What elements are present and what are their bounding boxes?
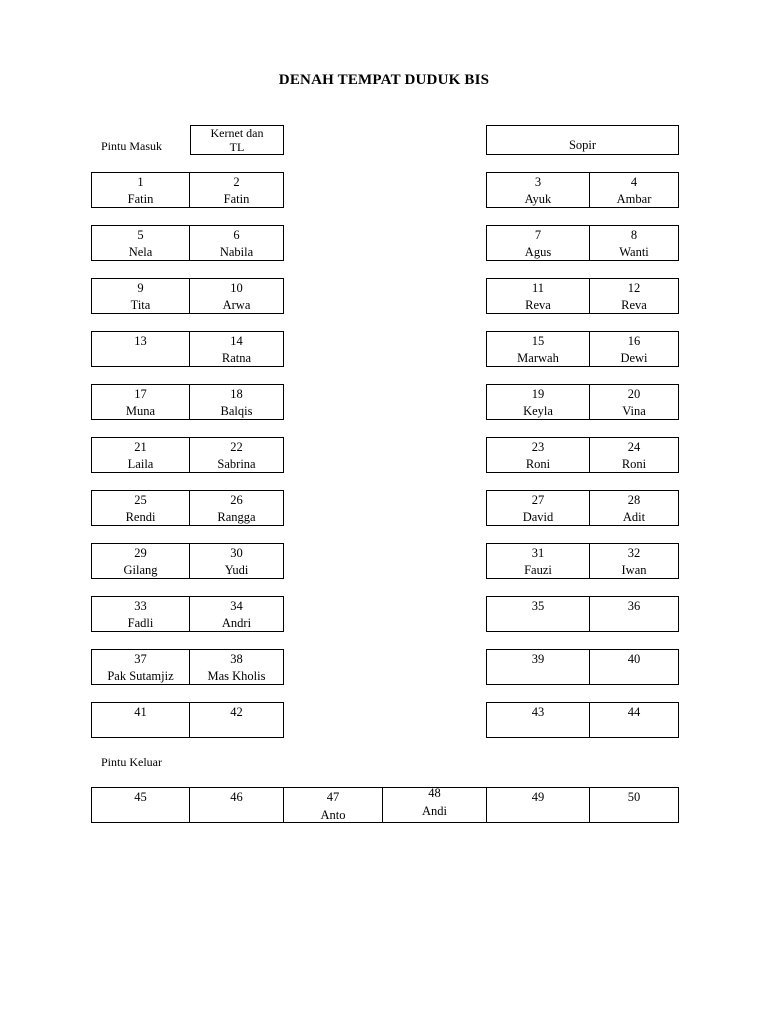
seat-passenger-name: Andi: [422, 804, 447, 818]
seat-passenger-name: Marwah: [517, 351, 559, 365]
seat-number: 27: [531, 493, 545, 507]
seat-passenger-name: Reva: [621, 298, 647, 312]
seat-passenger-name: Roni: [525, 457, 551, 471]
seat-passenger-name: Arwa: [222, 298, 251, 312]
seat-passenger-name: Fauzi: [524, 563, 552, 577]
seat-number: 10: [230, 281, 243, 295]
seat-number: 46: [230, 790, 243, 804]
seat-cell: [189, 702, 284, 738]
seat-cell: [189, 437, 284, 473]
seat-passenger-name: Agus: [524, 245, 552, 259]
sopir-label: Sopir: [568, 138, 597, 152]
seat-number: 22: [230, 440, 243, 454]
seat-cell: [91, 702, 190, 738]
seat-cell: [91, 596, 190, 632]
seat-passenger-name: Rangga: [217, 510, 256, 524]
seat-cell: [486, 172, 590, 208]
seat-cell: [589, 172, 679, 208]
seat-cell: [486, 787, 590, 823]
seat-cell: [91, 490, 190, 526]
seat-passenger-name: Laila: [127, 457, 154, 471]
seat-cell: [382, 787, 487, 823]
seat-cell: [486, 702, 590, 738]
seat-passenger-name: Vina: [622, 404, 646, 418]
seat-passenger-name: Sabrina: [217, 457, 256, 471]
seat-number: 4: [630, 175, 638, 189]
seat-number: 7: [534, 228, 542, 242]
seat-number: 35: [531, 599, 545, 613]
seat-number: 29: [134, 546, 147, 560]
pintu-masuk-label: Pintu Masuk: [101, 139, 163, 153]
seat-cell: [189, 331, 284, 367]
seat-number: 14: [230, 334, 243, 348]
seat-passenger-name: David: [522, 510, 554, 524]
seat-cell: [189, 596, 284, 632]
seat-number: 8: [630, 228, 638, 242]
seat-number: 23: [531, 440, 545, 454]
seat-number: 50: [627, 790, 641, 804]
seat-cell: [589, 649, 679, 685]
seat-passenger-name: Rendi: [125, 510, 156, 524]
seat-number: 32: [627, 546, 641, 560]
seat-number: 16: [627, 334, 641, 348]
seat-cell: [589, 278, 679, 314]
seat-number: 49: [531, 790, 545, 804]
seat-number: 6: [233, 228, 240, 242]
seat-cell: [589, 787, 679, 823]
seat-number: 26: [230, 493, 243, 507]
seat-number: 9: [137, 281, 144, 295]
seat-number: 44: [627, 705, 641, 719]
seat-cell: [91, 172, 190, 208]
seat-number: 42: [230, 705, 243, 719]
seat-cell: [486, 225, 590, 261]
seat-passenger-name: Fatin: [223, 192, 250, 206]
seat-passenger-name: Reva: [525, 298, 551, 312]
seat-cell: [189, 649, 284, 685]
seat-cell: [589, 384, 679, 420]
seat-number: 47: [326, 790, 340, 804]
seat-passenger-name: Yudi: [224, 563, 249, 577]
seat-number: 30: [230, 546, 243, 560]
seat-cell: [189, 787, 284, 823]
seat-passenger-name: Nela: [128, 245, 153, 259]
seat-passenger-name: Mas Kholis: [207, 669, 266, 683]
seat-passenger-name: Fatin: [127, 192, 154, 206]
seat-number: 25: [134, 493, 147, 507]
seat-number: 48: [428, 786, 441, 800]
seat-number: 3: [534, 175, 542, 189]
seat-cell: [189, 490, 284, 526]
seat-cell: [283, 787, 383, 823]
seat-number: 38: [230, 652, 243, 666]
seat-passenger-name: Andri: [221, 616, 252, 630]
sopir-box: [486, 125, 679, 155]
seat-number: 1: [137, 175, 144, 189]
seat-cell: [486, 543, 590, 579]
seat-passenger-name: Fadli: [127, 616, 154, 630]
seat-number: 33: [134, 599, 147, 613]
seat-cell: [189, 225, 284, 261]
seat-cell: [91, 787, 190, 823]
seat-number: 19: [531, 387, 545, 401]
seat-cell: [589, 596, 679, 632]
kernet-line-2: TL: [229, 140, 245, 154]
seat-number: 11: [531, 281, 545, 295]
kernet-line-1: Kernet dan: [210, 126, 264, 140]
seat-cell: [486, 278, 590, 314]
seat-cell: [91, 225, 190, 261]
seat-passenger-name: Muna: [125, 404, 156, 418]
seat-number: 21: [134, 440, 147, 454]
seat-passenger-name: Anto: [320, 808, 346, 822]
seat-number: 5: [137, 228, 144, 242]
seat-number: 40: [627, 652, 641, 666]
seat-cell: [589, 543, 679, 579]
seat-passenger-name: Iwan: [621, 563, 647, 577]
seat-cell: [486, 490, 590, 526]
seat-number: 45: [134, 790, 147, 804]
seat-number: 12: [627, 281, 641, 295]
seat-cell: [589, 702, 679, 738]
seat-passenger-name: Gilang: [123, 563, 158, 577]
seat-number: 28: [627, 493, 641, 507]
seat-passenger-name: Adit: [622, 510, 646, 524]
seat-passenger-name: Wanti: [619, 245, 649, 259]
seat-cell: [486, 596, 590, 632]
seat-passenger-name: Dewi: [620, 351, 648, 365]
seat-passenger-name: Ratna: [221, 351, 252, 365]
seat-number: 43: [531, 705, 545, 719]
seat-number: 2: [233, 175, 240, 189]
seat-number: 37: [134, 652, 147, 666]
seat-cell: [589, 490, 679, 526]
seat-number: 18: [230, 387, 243, 401]
seat-cell: [486, 331, 590, 367]
seat-cell: [91, 278, 190, 314]
page-title: DENAH TEMPAT DUDUK BIS: [278, 72, 490, 88]
seat-cell: [91, 543, 190, 579]
seat-cell: [189, 384, 284, 420]
seat-passenger-name: Ambar: [616, 192, 652, 206]
seat-cell: [486, 437, 590, 473]
seat-cell: [589, 331, 679, 367]
seat-number: 41: [134, 705, 147, 719]
seat-cell: [189, 543, 284, 579]
seat-number: 39: [531, 652, 545, 666]
seat-cell: [189, 278, 284, 314]
seat-cell: [486, 384, 590, 420]
seat-passenger-name: Pak Sutamjiz: [107, 669, 174, 683]
seat-passenger-name: Roni: [621, 457, 647, 471]
seat-passenger-name: Ayuk: [524, 192, 552, 206]
kernet-tl-box: [190, 125, 284, 155]
seat-number: 34: [230, 599, 243, 613]
seat-passenger-name: Nabila: [219, 245, 254, 259]
seat-number: 31: [531, 546, 545, 560]
seat-cell: [91, 384, 190, 420]
seat-cell: [91, 331, 190, 367]
seat-cell: [91, 649, 190, 685]
seat-cell: [91, 437, 190, 473]
seat-cell: [589, 437, 679, 473]
seat-cell: [589, 225, 679, 261]
seat-number: 13: [134, 334, 147, 348]
seat-passenger-name: Tita: [130, 298, 151, 312]
seat-passenger-name: Balqis: [220, 404, 253, 418]
seat-number: 36: [627, 599, 641, 613]
seat-cell: [189, 172, 284, 208]
seat-passenger-name: Keyla: [523, 404, 553, 418]
seat-number: 15: [531, 334, 545, 348]
seat-cell: [486, 649, 590, 685]
seat-number: 17: [134, 387, 147, 401]
seat-number: 20: [627, 387, 641, 401]
pintu-keluar-label: Pintu Keluar: [101, 755, 162, 769]
seat-number: 24: [627, 440, 641, 454]
